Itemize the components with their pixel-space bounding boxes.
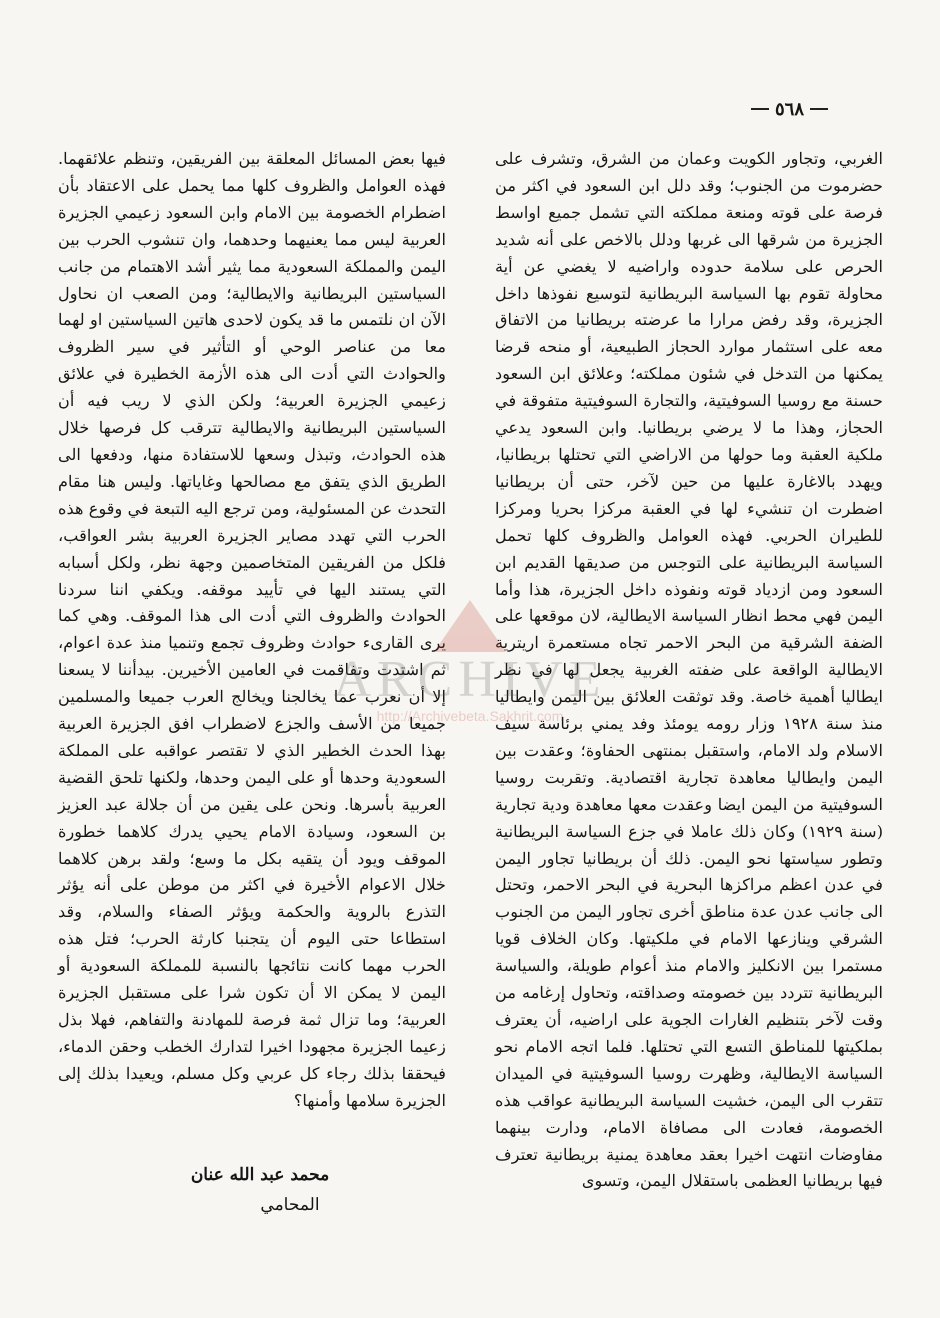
column-left-text: فيها بعض المسائل المعلقة بين الفريقين، وتنظم علائقهما. فهذه العوامل والظروف كلها مما يحمل على الاعتقاد بأن اضطرام الخصومة بين الامام وابن السعود زعيمي الجزيرة العربية ليس مما يعنيهما وحدهما، وان تنشوب الحرب بين اليمن والمملكة السعودية مما يثير أشد الاهتمام من جانب السياستين البريطانية والايطالية؛ ومن الصعب ان نحاول الآن ان نلتمس ما قد يكون لاحدى هاتين السياستين او لهما معا من عناصر الوحي أو التأثير في سير الظروف والحوادث التي أدت الى هذه الأزمة الخطيرة في علائق زعيمي الجزيرة العربية؛ ولكن الذي لا ريب فيه أن السياستين البريطانية والايطالية تترقب كل فرصها خلال هذه الحوادث، وتبذل وسعها للاستفادة منها، ودفعها الى الطريق الذي يتفق مع مصالحها وغاياتها. وليس هنا مقام التحدث عن المسئولية، ومن ترجع اليه التبعة في وقوع هذه الحرب التي تهدد مصاير الجزيرة العربية بشر العواقب، فلكل من الفريقين المتخاصمين وجهة نظر، ولكل أسبابه التي يستند اليها في تأييد موقفه. ويكفي اننا سردنا الحوادث والظروف التي أدت الى هذا الموقف. وهي كما يرى القارىء حوادث وظروف تجمع وتنميا منذ عدة اعوام، ثم اشتدت وتفاقمت في العامين الأخيرين. بيدأننا لا يسعنا إلا أن نعرب عما يخالجنا ويخالج العرب جميعا والمسلمين جميعا من الأسف والجزع لاضطراب افق الجزيرة العربية بهذا الحدث الخطير الذي لا تقتصر عواقبه على المملكة السعودية وحدها أو على اليمن وحدها، ولكنها تلحق القضية العربية بأسرها. ونحن على يقين من أن جلالة عبد العزيز بن السعود، وسيادة الامام يحيي يدرك كلاهما خطورة الموقف ويود أن يتقيه بكل ما وسع؛ ولقد برهن كلاهما خلال الاعوام الأخيرة في اكثر من موطن على أنه يؤثر التذرع بالروية والحكمة ويؤثر الصفاء والسلام، وقد استطاعا حتى اليوم أن يتجنبا كارثة الحرب؛ فتل هذه الحرب مهما كانت نتائجها بالنسبة للمملكة السعودية أو اليمن لا يمكن الا أن تكون شرا على مستقبل الجزيرة العربية؛ وما تزال ثمة فرصة للمهادنة والتفاهم، فهلا بذل زعيما الجزيرة مجهودا اخيرا لتدارك الخطب وحقن الدماء، فيحققا بذلك رجاء كل عربي وكل مسلم، ويعيدا بذلك إلى الجزيرة سلامها وأمنها؟ [58,149,446,1110]
author-title: المحامي [260,1195,320,1215]
page-number: ٥٦٨ [774,98,804,120]
header-dash-right [810,108,828,110]
watermark-name: ARCHIVE [333,651,607,708]
header-dash-left [751,108,769,110]
watermark-url: http://Archivebeta.Sakhrit.com [376,708,564,724]
column-right-text: الغربي، وتجاور الكويت وعمان من الشرق، وتشرف على حضرموت من الجنوب؛ وقد دلل ابن السعود في اكثر من فرصة على قوته ومنعة مملكته التي تشمل جميع اواسط الجزيرة من شرقها الى غربها ودلل بالاخص على أنه شديد الحرص على سلامة حدوده واراضيه لا يغضي عن أية محاولة تقوم بها السياسة البريطانية لتوسيع نفوذها داخل الجزيرة، وقد رفض مرارا ما عرضته بريطانيا من الاتفاق معه على استثمار موارد الحجاز الطبيعية، أو منحه قرضا يمكنها من التدخل في شئون مملكته؛ وعلائق ابن السعود حسنة مع روسيا السوفيتية، والتجارة السوفيتية متفوقة في الحجاز، وهذا ما لا يرضي بريطانيا. وابن السعود يدعي ملكية العقبة وما حولها من الاراضي التي تحتلها بريطانيا، ويهدد بالاغارة عليها من حين لآخر، حتى أن بريطانيا اضطرت ان تنشيء لها في العقبة مركزا بحريا ومركزا للطيران الحربي. فهذه العوامل والظروف كلها تحمل السياسة البريطانية على التوجس من صديقها القديم ابن السعود ومن ازدياد قوته ونفوذه داخل الجزيرة، هذا وأما اليمن فهي محط انظار السياسة الايطالية، لان موقعها على الضفة الشرقية من البحر الاحمر تجاه مستعمرة اريترية الايطالية الواقعة على ضفته الغربية يجعل لها في نظر ايطاليا أهمية خاصة. وقد توثقت العلائق بين اليمن وايطاليا منذ سنة ١٩٢٨ وزار رومه يومئذ وفد يمني برئاسة سيف الاسلام ولد الامام، واستقبل بمنتهى الحفاوة؛ وعقدت بين اليمن وايطاليا معاهدة تجارية اقتصادية. وتقربت روسيا السوفيتية من اليمن ايضا وعقدت معها معاهدة ودية تجارية (سنة ١٩٢٩) وكان ذلك عاملا في جزع السياسة البريطانية وتطور سياستها نحو اليمن. ذلك أن بريطانيا تجاور اليمن في عدن اعظم مراكزها البحرية في البحر الاحمر، وتحتل الى جانب عدن عدة مناطق أخرى تجاور اليمن من الجنوب الشرقي وينازعها الامام في ملكيتها. وكان الخلاف قويا مستمرا بين الانكليز والامام منذ أعوام طويلة، والسياسة البريطانية تتردد بين خصومته وصداقته، وتحاول إرغامه من وقت لآخر بتنظيم الغارات الجوية على اراضيه، أن يعترف بملكيتها للمناطق التسع التي تحتلها. فلما اتجه الامام نحو السياسة الايطالية، وظهرت روسيا السوفيتية في الميدان تتقرب الى اليمن، خشيت السياسة البريطانية عواقب هذه الخصومة، فعادت الى مصافاة الامام، ودارت بينهما مفاوضات انتهت اخيرا بعقد معاهدة يمنية بريطانية تعترف فيها بريطانيا العظمى باستقلال اليمن، وتسوى [495,149,884,1191]
author-name: محمد عبد الله عنان [190,1165,330,1185]
page-header [718,98,828,120]
author-signature [120,1160,400,1220]
article-column-right [495,146,883,1195]
article-column-left [58,146,446,1115]
